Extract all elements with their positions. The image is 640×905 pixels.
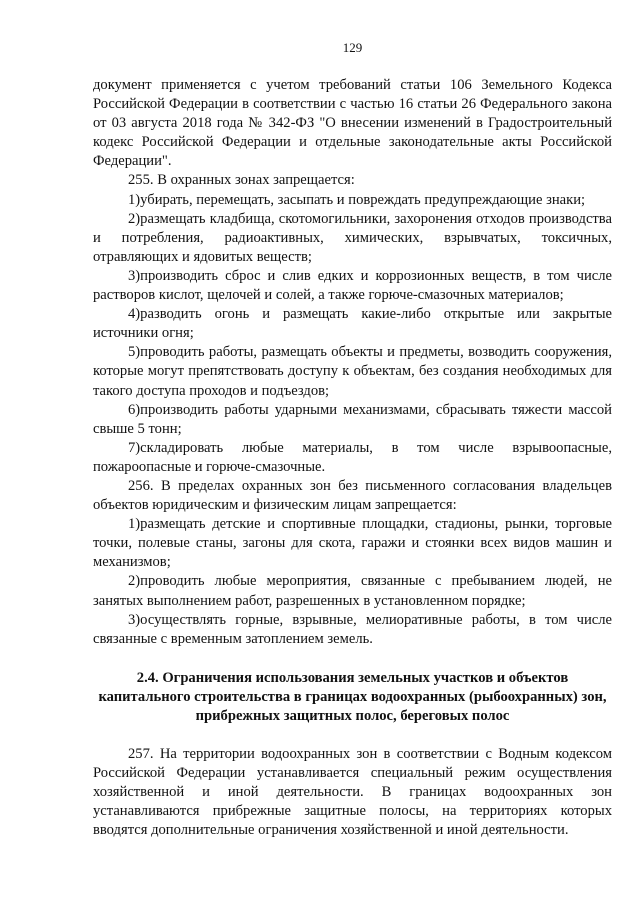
list-item-text: производить работы ударными механизмами, сбрасывать тяжести массой свыше 5 тонн;	[93, 401, 612, 437]
list-item	[93, 305, 612, 343]
list-item	[93, 343, 612, 400]
document-body	[93, 76, 612, 841]
list-item-number: 2)	[128, 573, 141, 590]
list-item	[93, 439, 612, 477]
list-item-number: 1)	[128, 516, 141, 533]
list-item-number: 3)	[128, 267, 141, 284]
list-item-number: 6)	[128, 401, 141, 418]
list-item-text: осуществлять горные, взрывные, мелиоративные работы, в том числе связанные с временным затоплением земель.	[93, 611, 612, 647]
list-item-number: 4)	[128, 306, 141, 323]
section-heading: 2.4. Ограничения использования земельных участков и объектов капитального строительства в границах водоохранных (рыбоохранных) зон, прибрежных защитных полос, береговых полос	[98, 669, 607, 724]
list-item-text: размещать детские и спортивные площадки, стадионы, рынки, торговые точки, полевые станы, загоны для скота, гаражи и стоянки всех видов машин и механизмов;	[93, 516, 612, 571]
list-item	[93, 515, 612, 572]
paragraphs-top	[93, 76, 612, 649]
paragraph-continuation: документ применяется с учетом требований статьи 106 Земельного Кодекса Российской Федерации в соответствии с частью 16 статьи 26 Федерального закона от 03 августа 2018 года № 342-ФЗ "О внесении изменений в Градостроительный кодекс Российской Федерации и отдельные законодательные акты Российской Федерации".	[93, 77, 612, 170]
list-item-number: 2)	[128, 210, 141, 227]
list-item-number: 5)	[128, 344, 141, 361]
paragraph: 255. В охранных зонах запрещается:	[128, 172, 355, 189]
list-item-text: производить сброс и слив едких и коррозионных веществ, в том числе растворов кислот, щелочей и солей, а также горюче-смазочных материалов;	[93, 267, 612, 304]
list-item	[93, 267, 612, 305]
list-item-text: разводить огонь и размещать какие-либо открытые или закрытые источники огня;	[93, 306, 612, 342]
list-item-number: 3)	[128, 611, 141, 628]
list-item-number: 7)	[128, 439, 141, 456]
list-item-text: проводить работы, размещать объекты и предметы, возводить сооружения, которые могут препятствовать доступу к объектам, без создания необходимых для такого доступа проходов и подъездов;	[93, 344, 612, 399]
list-item-text: проводить любые мероприятия, связанные с пребыванием людей, не занятых выполнением работ, разрешенных в установленном порядке;	[93, 573, 612, 609]
list-item-number: 1)	[128, 191, 141, 208]
list-item	[93, 191, 612, 210]
paragraph: 256. В пределах охранных зон без письменного согласования владельцев объектов юридическим и физическим лицам запрещается:	[93, 477, 612, 514]
list-item	[93, 401, 612, 439]
list-item	[93, 611, 612, 649]
list-item-text: размещать кладбища, скотомогильники, захоронения отходов производства и потребления, радиоактивных, химических, взрывчатых, токсичных, отравляющих и ядовитых веществ;	[93, 210, 612, 265]
paragraphs-bottom	[93, 745, 612, 840]
list-item	[93, 210, 612, 267]
list-item-text: складировать любые материалы, в том числе взрывоопасные, пожароопасные и горюче-смазочные.	[93, 439, 612, 475]
list-item	[93, 572, 612, 610]
paragraph: 257. На территории водоохранных зон в соответствии с Водным кодексом Российской Федерации устанавливается специальный режим осуществления хозяйственной и иной деятельности. В границах водоохранных зон устанавливаются прибрежные защитные полосы, на территориях которых вводятся дополнительные ограничения хозяйственной и иной деятельности.	[93, 746, 612, 839]
page-number: 129	[342, 40, 363, 55]
list-item-text: убирать, перемещать, засыпать и повреждать предупреждающие знаки;	[140, 191, 586, 208]
